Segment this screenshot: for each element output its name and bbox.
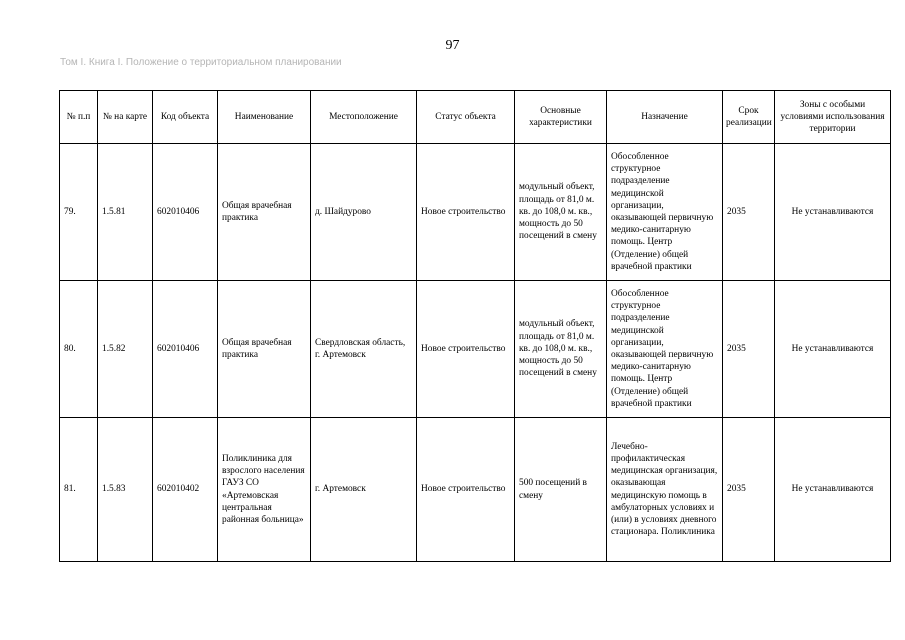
running-header: Том I. Книга I. Положение о территориальном планировании: [60, 57, 342, 68]
cell-location: Свердловская область, г. Артемовск: [311, 281, 417, 418]
cell-purpose: Обособленное структурное подразделение медицинской организации, оказывающей первичную медико-санитарную помощь. Центр (Отделение) общей врачебной практики: [607, 144, 723, 281]
header-characteristics: Основные характеристики: [515, 91, 607, 144]
header-name: Наименование: [218, 91, 311, 144]
cell-term: 2035: [723, 418, 775, 562]
cell-zones: Не устанавливаются: [775, 281, 891, 418]
cell-code: 602010406: [153, 144, 218, 281]
header-location: Местоположение: [311, 91, 417, 144]
cell-name: Общая врачебная практика: [218, 281, 311, 418]
cell-characteristics: модульный объект, площадь от 81,0 м. кв. до 108,0 м. кв., мощность до 50 посещений в смену: [515, 144, 607, 281]
objects-table: [59, 90, 891, 562]
cell-zones: Не устанавливаются: [775, 144, 891, 281]
cell-characteristics: 500 посещений в смену: [515, 418, 607, 562]
table-row: [60, 144, 891, 281]
cell-characteristics: модульный объект, площадь от 81,0 м. кв. до 108,0 м. кв., мощность до 50 посещений в смену: [515, 281, 607, 418]
cell-zones: Не устанавливаются: [775, 418, 891, 562]
cell-name: Общая врачебная практика: [218, 144, 311, 281]
cell-term: 2035: [723, 144, 775, 281]
header-zones: Зоны с особыми условиями использования территории: [775, 91, 891, 144]
header-term: Срок реализации: [723, 91, 775, 144]
header-num: № п.п: [60, 91, 98, 144]
cell-map-no: 1.5.82: [98, 281, 153, 418]
page-number: 97: [445, 38, 460, 53]
cell-num: 81.: [60, 418, 98, 562]
cell-location: г. Артемовск: [311, 418, 417, 562]
table-row: [60, 418, 891, 562]
cell-term: 2035: [723, 281, 775, 418]
cell-map-no: 1.5.83: [98, 418, 153, 562]
cell-map-no: 1.5.81: [98, 144, 153, 281]
cell-status: Новое строительство: [417, 281, 515, 418]
cell-purpose: Лечебно-профилактическая медицинская организация, оказывающая медицинскую помощь в амбулаторных условиях и (или) в условиях дневного стационара. Поликлиника: [607, 418, 723, 562]
cell-purpose: Обособленное структурное подразделение медицинской организации, оказывающей первичную медико-санитарную помощь. Центр (Отделение) общей врачебной практики: [607, 281, 723, 418]
cell-location: д. Шайдурово: [311, 144, 417, 281]
cell-status: Новое строительство: [417, 144, 515, 281]
header-status: Статус объекта: [417, 91, 515, 144]
header-map-no: № на карте: [98, 91, 153, 144]
cell-num: 79.: [60, 144, 98, 281]
cell-code: 602010402: [153, 418, 218, 562]
header-purpose: Назначение: [607, 91, 723, 144]
header-code: Код объекта: [153, 91, 218, 144]
table-row: [60, 281, 891, 418]
cell-name: Поликлиника для взрослого населения ГАУЗ СО «Артемовская центральная районная больница»: [218, 418, 311, 562]
table-header-row: [60, 91, 891, 144]
cell-num: 80.: [60, 281, 98, 418]
cell-code: 602010406: [153, 281, 218, 418]
cell-status: Новое строительство: [417, 418, 515, 562]
